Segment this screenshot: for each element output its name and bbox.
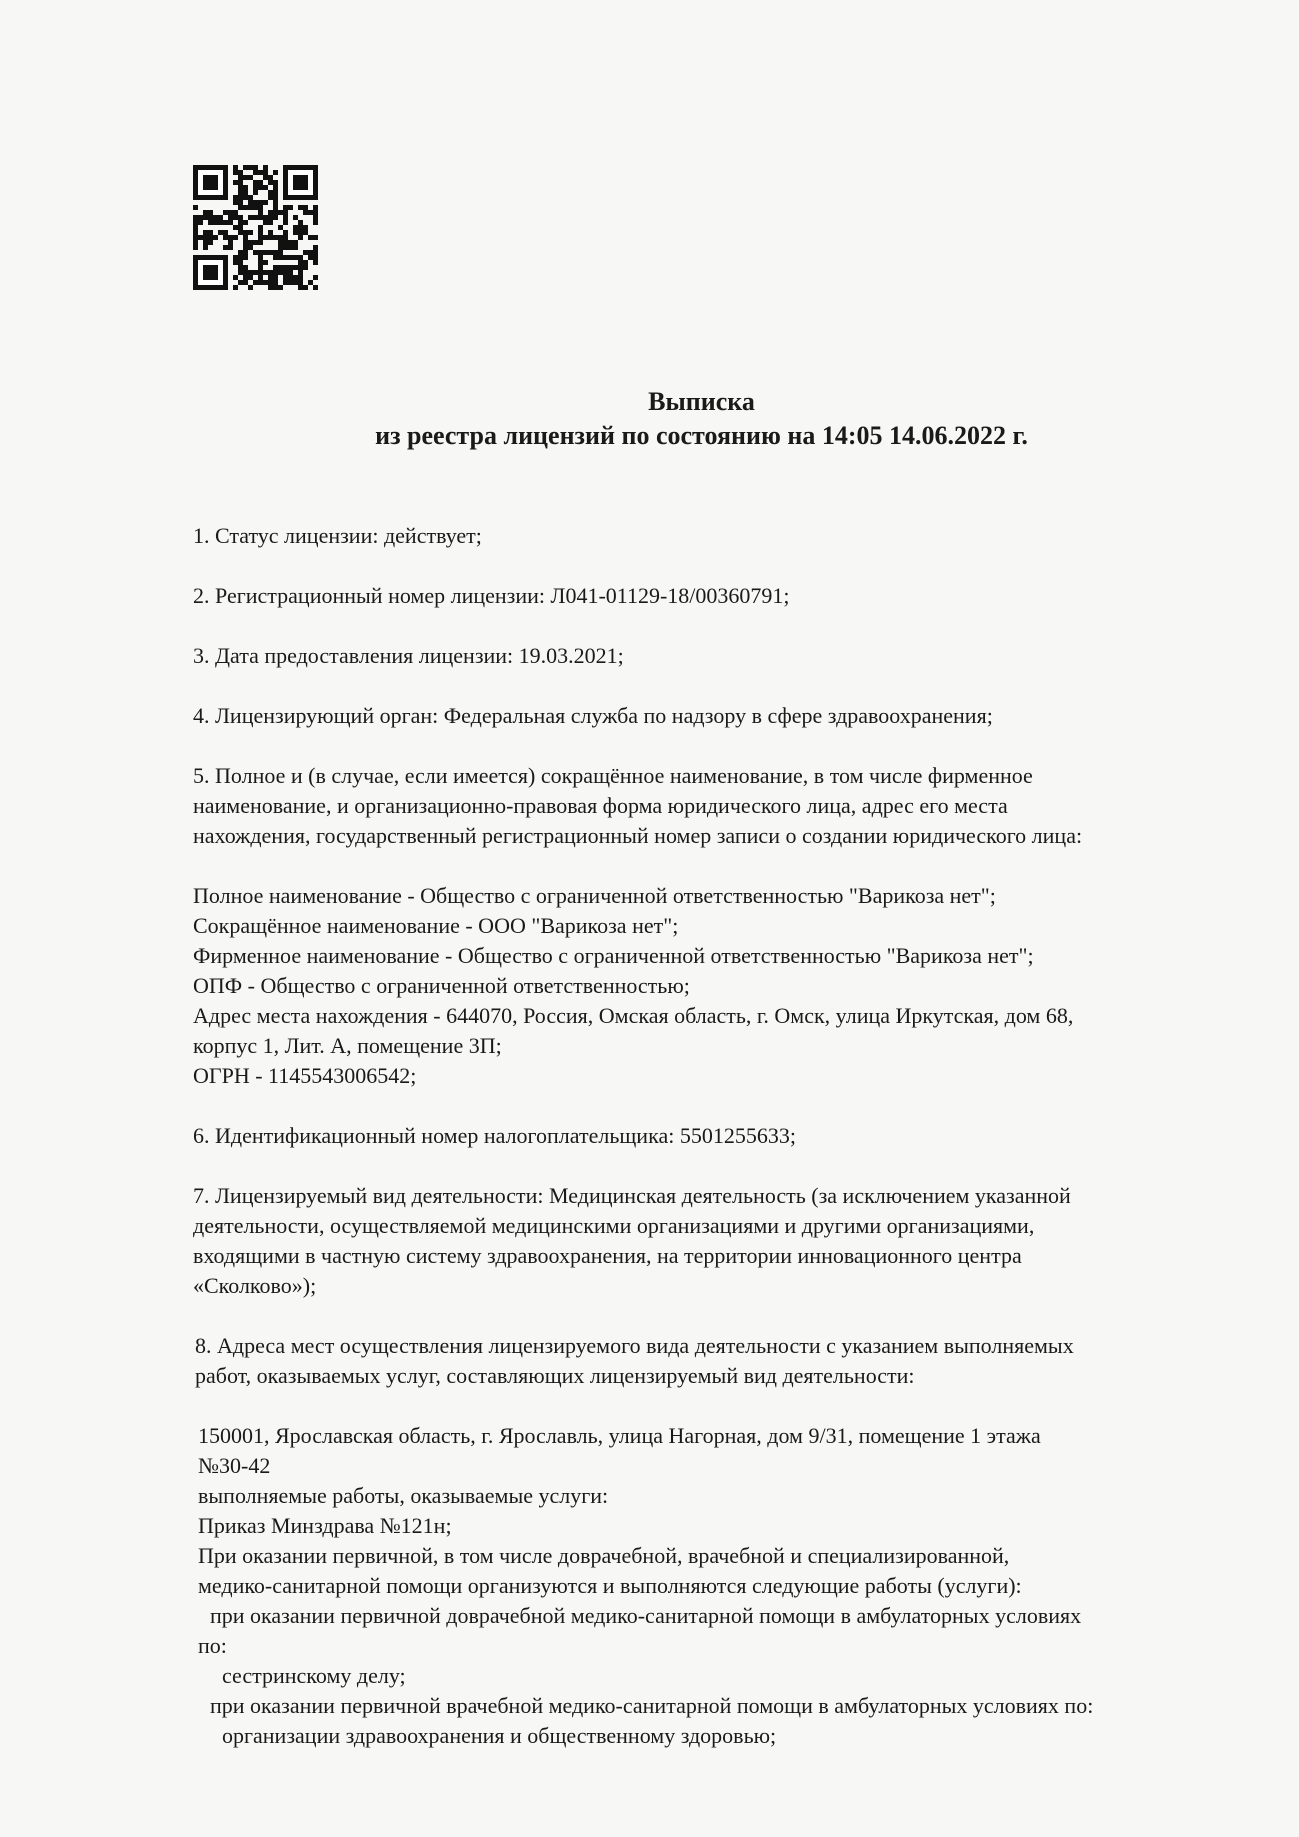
nursing-line: сестринскому делу;: [222, 1663, 406, 1688]
item-7-line-1: 7. Лицензируемый вид деятельности: Медицинская деятельность (за исключением указанной: [193, 1183, 1071, 1208]
activity-address-line-2: №30-42: [198, 1453, 271, 1478]
item-8-line-2: работ, оказываемых услуг, составляющих лицензируемый вид деятельности:: [195, 1363, 915, 1388]
public-health-line: организации здравоохранения и общественному здоровью;: [222, 1723, 777, 1748]
works-services-heading: выполняемые работы, оказываемые услуги:: [198, 1483, 609, 1508]
activity-address-line-1: 150001, Ярославская область, г. Ярославль, улица Нагорная, дом 9/31, помещение 1 этажа: [198, 1423, 1041, 1448]
item-8-line-1: 8. Адреса мест осуществления лицензируемого вида деятельности с указанием выполняемых: [195, 1333, 1074, 1358]
document-subtitle: из реестра лицензий по состоянию на 14:05 14.06.2022 г.: [375, 421, 1028, 450]
item-4-licensing-authority: 4. Лицензирующий орган: Федеральная служба по надзору в сфере здравоохранения;: [193, 703, 993, 728]
full-name-line: Полное наименование - Общество с ограниченной ответственностью "Варикоза нет";: [193, 883, 996, 908]
document-title: Выписка: [648, 387, 755, 416]
item-7-line-2: деятельности, осуществляемой медицинскими организациями и другими организациями,: [193, 1213, 1035, 1238]
qr-code-icon: [193, 165, 318, 290]
primary-care-line-1: При оказании первичной, в том числе доврачебной, врачебной и специализированной,: [198, 1543, 1010, 1568]
pre-medical-care-line-1: при оказании первичной доврачебной медико-санитарной помощи в амбулаторных условиях: [210, 1603, 1082, 1628]
item-7-line-3: входящими в частную систему здравоохранения, на территории инновационного центра: [193, 1243, 1022, 1268]
medical-care-line: при оказании первичной врачебной медико-санитарной помощи в амбулаторных условиях по:: [210, 1693, 1094, 1718]
address-line-2: корпус 1, Лит. А, помещение 3П;: [193, 1033, 502, 1058]
legal-form-line: ОПФ - Общество с ограниченной ответственностью;: [193, 973, 690, 998]
ogrn-line: ОГРН - 1145543006542;: [193, 1063, 417, 1088]
primary-care-line-2: медико-санитарной помощи организуются и выполняются следующие работы (услуги):: [198, 1573, 1022, 1598]
brand-name-line: Фирменное наименование - Общество с ограниченной ответственностью "Варикоза нет";: [193, 943, 1034, 968]
ministry-order-line: Приказ Минздрава №121н;: [198, 1513, 452, 1538]
item-2-registration-number: 2. Регистрационный номер лицензии: Л041-01129-18/00360791;: [193, 583, 790, 608]
item-5-line-2: наименование, и организационно-правовая форма юридического лица, адрес его места: [193, 793, 1008, 818]
item-6-inn: 6. Идентификационный номер налогоплательщика: 5501255633;: [193, 1123, 796, 1148]
item-1-license-status: 1. Статус лицензии: действует;: [193, 523, 482, 548]
pre-medical-care-line-2: по:: [198, 1633, 227, 1658]
item-5-line-1: 5. Полное и (в случае, если имеется) сокращённое наименование, в том числе фирменное: [193, 763, 1033, 788]
short-name-line: Сокращённое наименование - ООО "Варикоза нет";: [193, 913, 679, 938]
item-7-line-4: «Сколково»);: [193, 1273, 317, 1298]
address-line-1: Адрес места нахождения - 644070, Россия, Омская область, г. Омск, улица Иркутская, дом 68,: [193, 1003, 1074, 1028]
item-3-issue-date: 3. Дата предоставления лицензии: 19.03.2021;: [193, 643, 624, 668]
item-5-line-3: нахождения, государственный регистрационный номер записи о создании юридического лица:: [193, 823, 1083, 848]
